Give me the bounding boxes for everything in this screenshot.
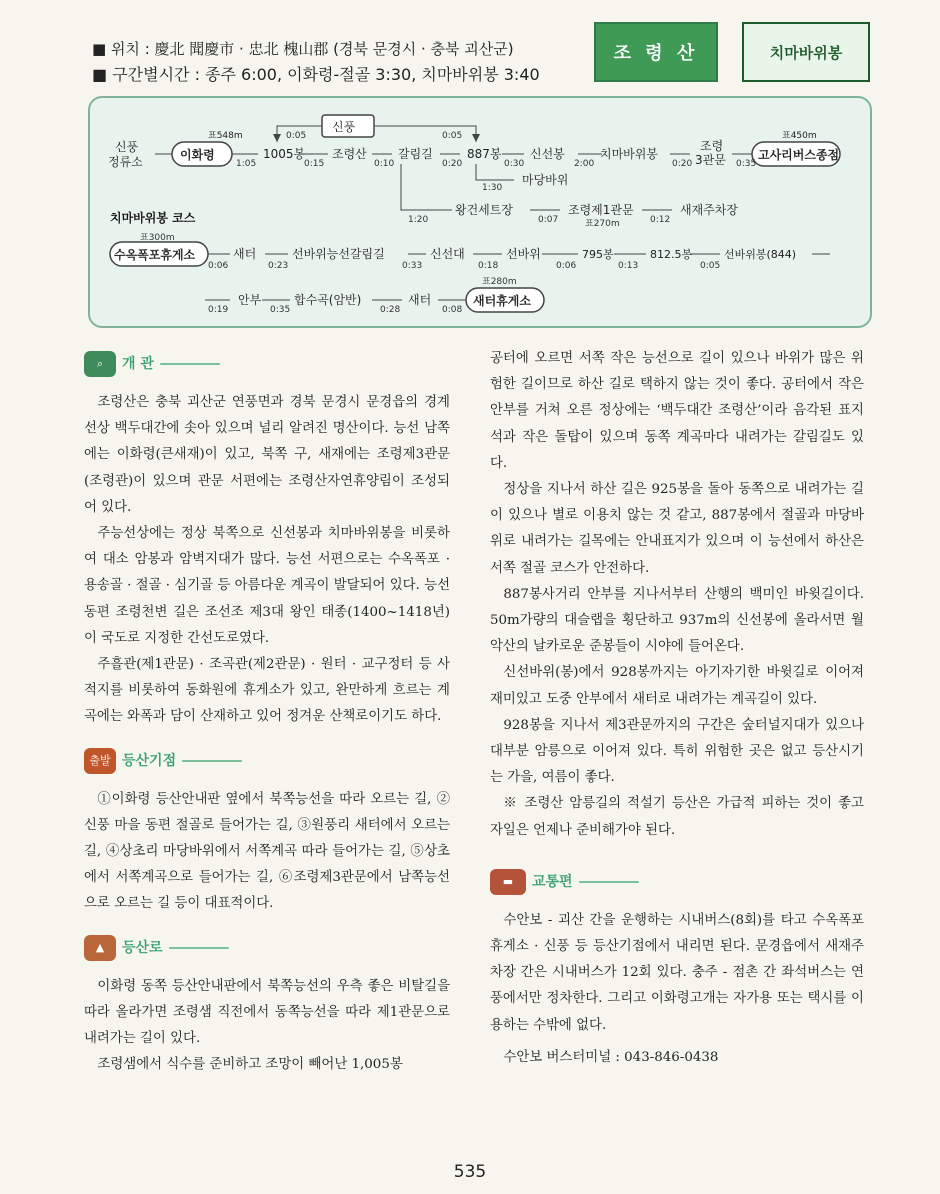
c2-start: 수옥폭포휴게소 — [114, 248, 196, 262]
node-start-2: 정류소 — [108, 155, 143, 169]
c3-time-2: 0:35 — [270, 305, 291, 315]
node-end: 고사리버스종점 — [758, 148, 840, 162]
c2-node-7: 선바위봉(844) — [724, 248, 797, 261]
route-paragraph-1: 이화령 동쪽 등산안내판에서 북쪽능선의 우측 좋은 비탈길을 따라 올라가면 조령샘 직전에서 동쪽능선을 따라 제1관문으로 내려가는 길이 있다. — [84, 978, 450, 1047]
page-number: 535 — [453, 1162, 487, 1182]
c3-node-1: 안부 — [238, 293, 262, 307]
course2-title: 치마바위봉 코스 — [110, 211, 196, 225]
time-3: 0:10 — [374, 159, 395, 169]
transport-title: 교통편 — [532, 873, 573, 890]
heading-underline — [182, 760, 242, 762]
c2-node-6: 812.5봉 — [650, 248, 693, 261]
time-sinpung-1: 0:05 — [286, 131, 307, 141]
c2-time-2: 0:23 — [268, 261, 289, 271]
route-paragraph-6: 신선바위(봉)에서 928봉까지는 아기자기한 바윗길로 이어져 재미있고 도중 안부에서 새터로 내려가는 계곡길이 있다. — [490, 665, 864, 707]
node-wanggeon: 왕건세트장 — [455, 203, 513, 217]
time-5: 0:30 — [504, 159, 525, 169]
c2-time-1: 0:06 — [208, 261, 229, 271]
left-column — [84, 346, 450, 1078]
c3-time-1: 0:19 — [208, 305, 229, 315]
start-heading — [84, 745, 450, 777]
node-start: 신풍 — [115, 140, 139, 154]
node-saejae-parking: 새재주차장 — [680, 203, 738, 217]
node-chimabawi: 치마바위봉 — [600, 147, 658, 161]
start-paragraph: ①이화령 등산안내판 옆에서 북쪽능선을 따라 오르는 길, ②신풍 마을 동편 절골로 들어가는 길, ③원풍리 새터에서 오르는 길, ④상초리 마당바위에서 서쪽계곡 따라 들어가는 길, ⑤상초에서 서쪽계곡으로 들어가는 길, ⑥조령제3관문에서 남쪽능선으로 오르는 길 등이 대표적이다. — [84, 791, 450, 912]
c3-node-2: 합수곡(암반) — [294, 293, 362, 307]
section-time-line: ■ 구간별시간 : 종주 6:00, 이화령-절골 3:30, 치마바위봉 3:40 — [92, 65, 540, 84]
c3-time-4: 0:08 — [442, 305, 463, 315]
c3-end: 새터휴게소 — [473, 294, 531, 308]
node-madangbawi: 마당바위 — [522, 173, 569, 187]
time-6: 2:00 — [574, 159, 595, 169]
overview-paragraph-1: 조령산은 충북 괴산군 연풍면과 경북 문경시 문경읍의 경계선상 백두대간에 솟아 있으며 널리 알려진 명산이다. 능선 남쪽에는 이화령(큰새재)이 있고, 북쪽 구, 새재에는 조령제3관문(조령관)이 있으며 관문 서편에는 조령산자연휴양림이 조성되어 있다. — [84, 395, 450, 515]
node-sinpung-box: 신풍 — [332, 120, 356, 134]
route-paragraph-5: 887봉사거리 안부를 지나서부터 산행의 백미인 바윗길이다. 50m가량의 대슬랩을 횡단하고 937m의 신선봉에 올라서면 월악산의 날카로운 준봉들이 시야에 들어온다. — [490, 586, 864, 655]
c2-node-5: 795봉 — [582, 248, 614, 261]
node-ihwaryeong: 이화령 — [180, 148, 215, 162]
node-joryeong: 조령 — [700, 139, 724, 153]
right-column — [490, 346, 864, 1071]
overview-heading — [84, 348, 450, 380]
node-3gwanmun: 3관문 — [695, 153, 726, 167]
time-7: 0:20 — [672, 159, 693, 169]
time-madang: 1:30 — [482, 183, 503, 193]
node-joryeongsan: 조령산 — [332, 147, 367, 161]
node-end-alt: 표450m — [782, 131, 817, 141]
node-1005: 1005봉 — [263, 147, 306, 161]
route-paragraph-4: 정상을 지나서 하산 길은 925봉을 돌아 동쪽으로 내려가는 길이 있으나 별로 이용치 않는 것 같고, 887봉에서 절골과 마당바위로 내려가는 길목에는 안내표지가 있으며 이 능선에서 하산은 서쪽 절골 코스가 안전하다. — [490, 482, 864, 576]
arrow-down-icon — [472, 134, 480, 142]
transport-paragraph-1: 수안보 - 괴산 간을 운행하는 시내버스(8회)를 타고 수옥폭포휴게소 · 신풍 등 등산기점에서 내리면 된다. 문경읍에서 새재주차장 간은 시내버스가 12회 있다. 충주 - 점촌 간 좌석버스는 연풍에서만 정차한다. 그리고 이화령고개는 자가용 또는 택시를 이용하는 수밖에 없다. — [490, 912, 864, 1033]
branch-time-2: 0:12 — [650, 215, 671, 225]
bus-icon: ▬ — [490, 869, 526, 895]
route-paragraph-7: 928봉을 지나서 제3관문까지의 구간은 숲터널지대가 있으나 대부분 암릉으로 이어져 있다. 특히 위험한 곳은 없고 등산시기는 가을, 여름이 좋다. — [490, 717, 864, 786]
location-line: ■ 위치 : 慶北 聞慶市 · 忠北 槐山郡 (경북 문경시 · 충북 괴산군) — [92, 40, 514, 58]
backpack-icon: ▲ — [84, 935, 116, 961]
c3-end-alt: 표280m — [482, 277, 517, 287]
time-1: 1:05 — [236, 159, 257, 169]
arrow-down-icon — [273, 134, 281, 142]
sub-peak-tag: 치마바위봉 — [742, 22, 870, 82]
node-ihwaryeong-alt: 표548m — [208, 131, 243, 141]
overview-paragraph-3: 주흘관(제1관문) · 조곡관(제2관문) · 원터 · 교구정터 등 사적지를 비롯하여 동화원에 휴게소가 있고, 완만하게 흐르는 계곡에는 와폭과 담이 산재하고 있어 정겨운 산책로이기도 하다. — [84, 657, 450, 725]
transport-heading — [490, 866, 864, 898]
magnifier-mountain-icon: ⌕ — [84, 351, 116, 377]
time-2: 0:15 — [304, 159, 325, 169]
c2-time-3: 0:33 — [402, 261, 423, 271]
c2-time-5: 0:06 — [556, 261, 577, 271]
route-paragraph-2: 조령샘에서 식수를 준비하고 조망이 빼어난 1,005봉 — [97, 1057, 403, 1073]
route-paragraph-3: 공터에 오르면 서쪽 작은 능선으로 길이 있으나 바위가 많은 위험한 길이므로 하산 길로 택하지 않는 것이 좋다. 공터에서 작은 안부를 거쳐 오른 정상에는 ‘백두대간 조령산’이라 음각된 표지석과 작은 돌탑이 있으며 동쪽 계곡마다 내려가는 갈림길도 있다. — [490, 351, 864, 471]
node-gwanmun-1-alt: 표270m — [585, 219, 620, 229]
route-paragraph-8: ※ 조령산 암릉길의 적설기 등산은 가급적 피하는 것이 좋고 자일은 언제나 준비해가야 된다. — [490, 796, 864, 838]
route-heading — [84, 932, 450, 964]
heading-underline — [169, 947, 229, 949]
c2-time-6: 0:13 — [618, 261, 639, 271]
c2-time-4: 0:18 — [478, 261, 499, 271]
c3-time-3: 0:28 — [380, 305, 401, 315]
c2-node-3: 신선대 — [430, 247, 465, 261]
node-sinseonbong: 신선봉 — [530, 147, 565, 161]
route-title: 등산로 — [122, 939, 163, 956]
c2-node-1: 새터 — [233, 247, 257, 261]
branch-time-1: 0:07 — [538, 215, 559, 225]
heading-underline — [160, 363, 220, 365]
time-4: 0:20 — [442, 159, 463, 169]
route-diagram — [88, 96, 872, 328]
overview-title: 개 관 — [122, 355, 154, 372]
mountain-tag: 조 령 산 — [594, 22, 718, 82]
route-svg — [90, 98, 870, 326]
time-sinpung-2: 0:05 — [442, 131, 463, 141]
c2-start-alt: 표300m — [140, 233, 175, 243]
c2-node-4: 선바위 — [506, 247, 541, 261]
node-junction: 갈림길 — [398, 147, 433, 161]
node-887: 887봉 — [467, 147, 502, 161]
heading-underline — [579, 881, 639, 883]
time-8: 0:35 — [736, 159, 757, 169]
overview-paragraph-2: 주능선상에는 정상 북쪽으로 신선봉과 치마바위봉을 비롯하여 대소 암봉과 암벽지대가 많다. 능선 서편으로는 수옥폭포 · 용송골 · 절골 · 심기골 등 아름다운 계곡이 발달되어 있다. 능선 동편 조령천변 길은 조선조 제3대 왕인 태종(1400~1418년)이 국도로 지정한 간선도로였다. — [84, 526, 450, 646]
start-title: 등산기점 — [122, 752, 177, 769]
transport-phone: 수안보 버스터미널 : 043-846-0438 — [503, 1049, 719, 1065]
c3-node-3: 새터 — [408, 293, 432, 307]
c2-node-2: 선바위능선갈림길 — [292, 247, 385, 261]
start-flag-icon: 출발 — [84, 748, 116, 774]
node-gwanmun-1: 조령제1관문 — [568, 203, 634, 217]
branch-time-0: 1:20 — [408, 215, 429, 225]
c2-time-7: 0:05 — [700, 261, 721, 271]
